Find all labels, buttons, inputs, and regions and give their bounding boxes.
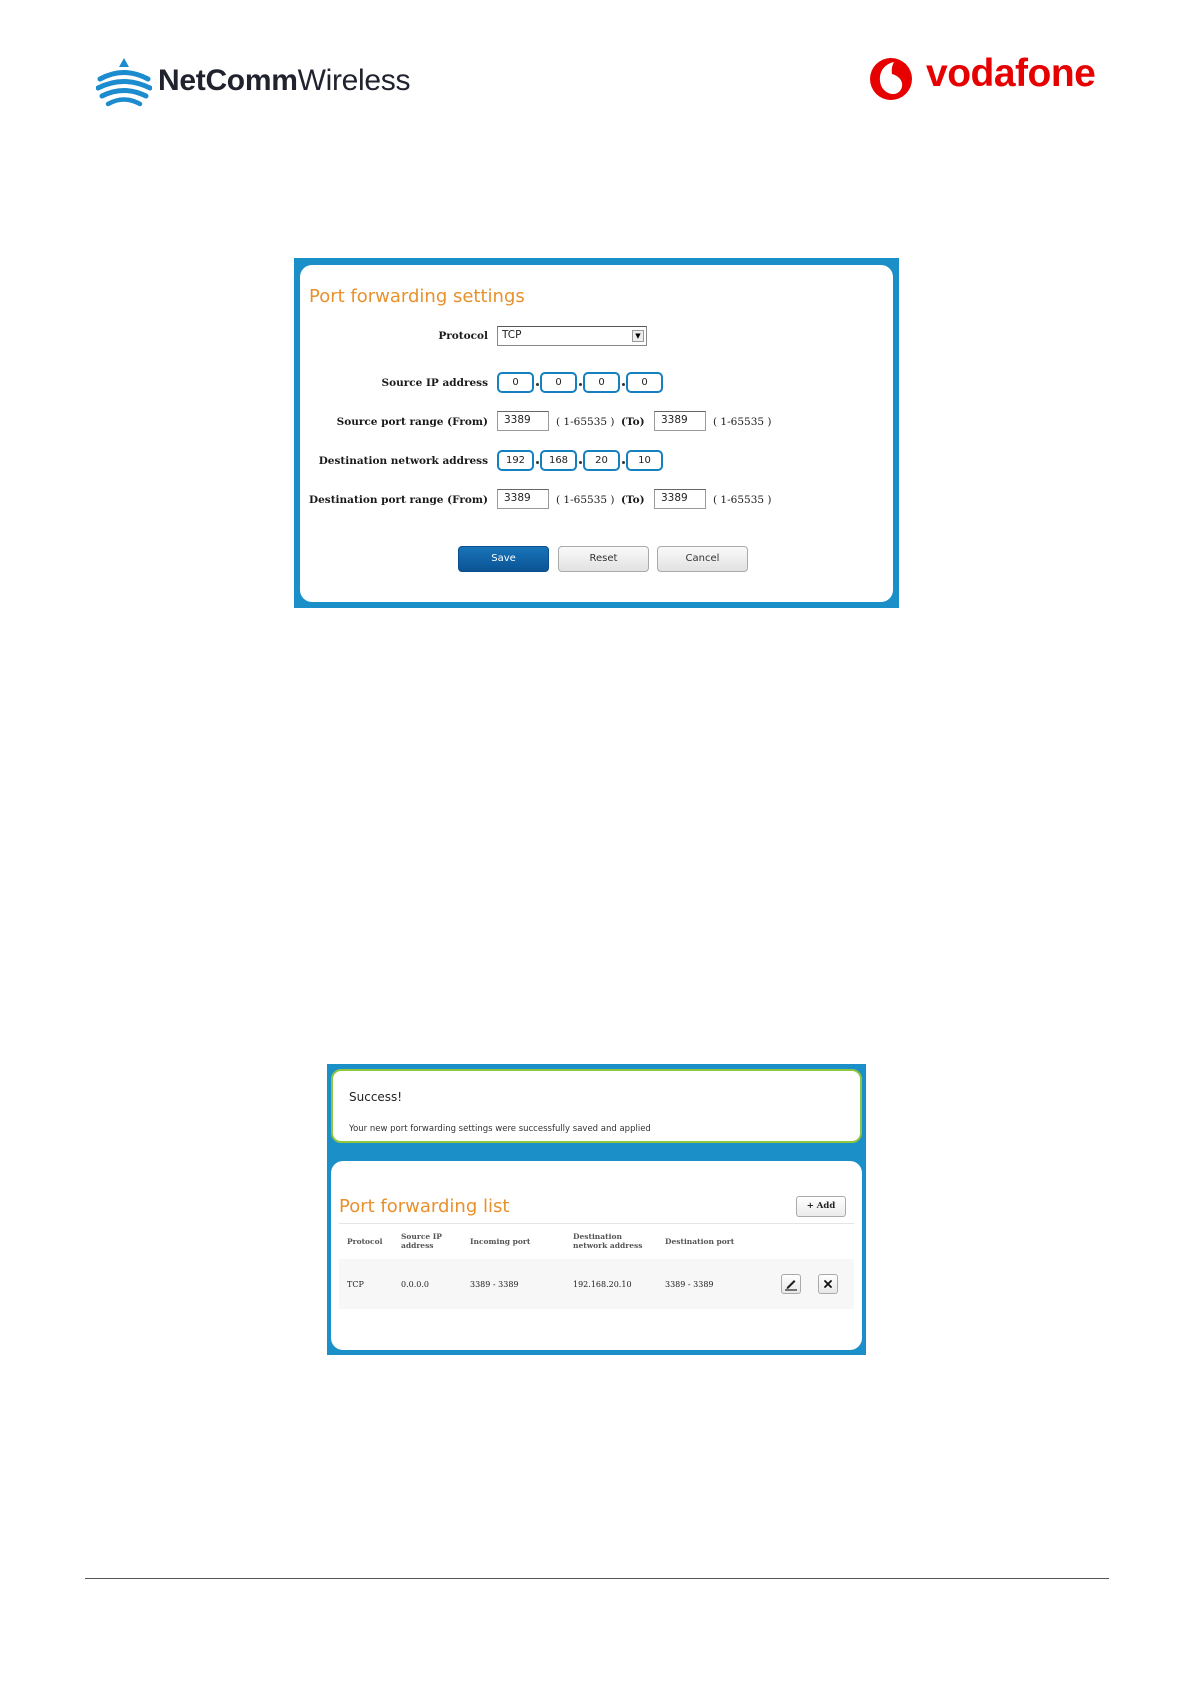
cell-dest-port: 3389 - 3389 — [665, 1279, 714, 1289]
protocol-label: Protocol — [438, 330, 488, 342]
cell-source-ip: 0.0.0.0 — [401, 1279, 429, 1289]
protocol-value: TCP — [502, 329, 522, 341]
edit-button[interactable] — [781, 1274, 801, 1294]
dest-ip-octet-2[interactable]: 168 — [540, 450, 577, 471]
source-ip-label: Source IP address — [381, 377, 488, 389]
wifi-signal-icon — [96, 58, 152, 108]
cancel-button[interactable]: Cancel — [657, 546, 748, 572]
port-forwarding-list-screenshot — [327, 1064, 866, 1355]
footer-divider — [85, 1578, 1109, 1579]
dest-port-from-hint: ( 1-65535 ) — [556, 494, 615, 506]
vodafone-speechmark-icon — [868, 54, 914, 102]
dest-port-label: Destination port range (From) — [309, 494, 488, 506]
close-icon — [823, 1279, 833, 1289]
source-port-label: Source port range (From) — [336, 416, 488, 428]
cell-protocol: TCP — [347, 1279, 364, 1289]
add-button[interactable]: + Add — [796, 1196, 846, 1217]
list-card — [331, 1161, 862, 1350]
ip-dot — [536, 383, 539, 386]
source-ip-octet-3[interactable]: 0 — [583, 372, 620, 393]
delete-button[interactable] — [818, 1274, 838, 1294]
source-port-to-input[interactable]: 3389 — [654, 411, 706, 431]
success-message: Your new port forwarding settings were successfully saved and applied — [349, 1124, 651, 1134]
dest-port-to-hint: ( 1-65535 ) — [713, 494, 772, 506]
settings-title: Port forwarding settings — [309, 286, 525, 307]
port-forwarding-settings-screenshot — [294, 258, 899, 608]
dest-port-to-label: (To) — [621, 494, 645, 506]
chevron-down-icon[interactable]: ▼ — [632, 330, 644, 342]
reset-button[interactable]: Reset — [558, 546, 649, 572]
dest-port-from-input[interactable]: 3389 — [497, 489, 549, 509]
edit-icon — [784, 1277, 798, 1291]
column-header: Destination network address — [573, 1232, 643, 1250]
ip-dot — [579, 461, 582, 464]
success-alert — [331, 1069, 862, 1143]
dest-address-label: Destination network address — [318, 455, 488, 467]
ip-dot — [622, 461, 625, 464]
source-ip-octet-1[interactable]: 0 — [497, 372, 534, 393]
source-port-to-hint: ( 1-65535 ) — [713, 416, 772, 428]
netcomm-wordmark: NetCommWireless — [158, 64, 411, 97]
save-button[interactable]: Save — [458, 546, 549, 572]
dest-ip-octet-1[interactable]: 192 — [497, 450, 534, 471]
vodafone-logo — [868, 54, 1100, 104]
column-header: Protocol — [347, 1236, 383, 1246]
ip-dot — [536, 461, 539, 464]
cell-incoming-port: 3389 - 3389 — [470, 1279, 519, 1289]
vodafone-wordmark: vodafone — [926, 52, 1096, 95]
column-header: Incoming port — [470, 1236, 531, 1246]
dest-ip-octet-4[interactable]: 10 — [626, 450, 663, 471]
table-header — [339, 1223, 854, 1257]
settings-card — [300, 265, 893, 602]
dest-port-to-input[interactable]: 3389 — [654, 489, 706, 509]
cell-dest-address: 192.168.20.10 — [573, 1279, 632, 1289]
success-title: Success! — [349, 1090, 403, 1104]
protocol-select[interactable] — [497, 326, 647, 346]
netcomm-wireless-logo — [96, 58, 426, 108]
ip-dot — [622, 383, 625, 386]
table-row — [339, 1259, 854, 1309]
source-port-from-input[interactable]: 3389 — [497, 411, 549, 431]
ip-dot — [579, 383, 582, 386]
source-ip-octet-4[interactable]: 0 — [626, 372, 663, 393]
source-port-from-hint: ( 1-65535 ) — [556, 416, 615, 428]
column-header: Destination port — [665, 1236, 735, 1246]
dest-ip-octet-3[interactable]: 20 — [583, 450, 620, 471]
source-port-to-label: (To) — [621, 416, 645, 428]
column-header: Source IP address — [401, 1232, 442, 1250]
source-ip-octet-2[interactable]: 0 — [540, 372, 577, 393]
list-title: Port forwarding list — [339, 1196, 510, 1217]
